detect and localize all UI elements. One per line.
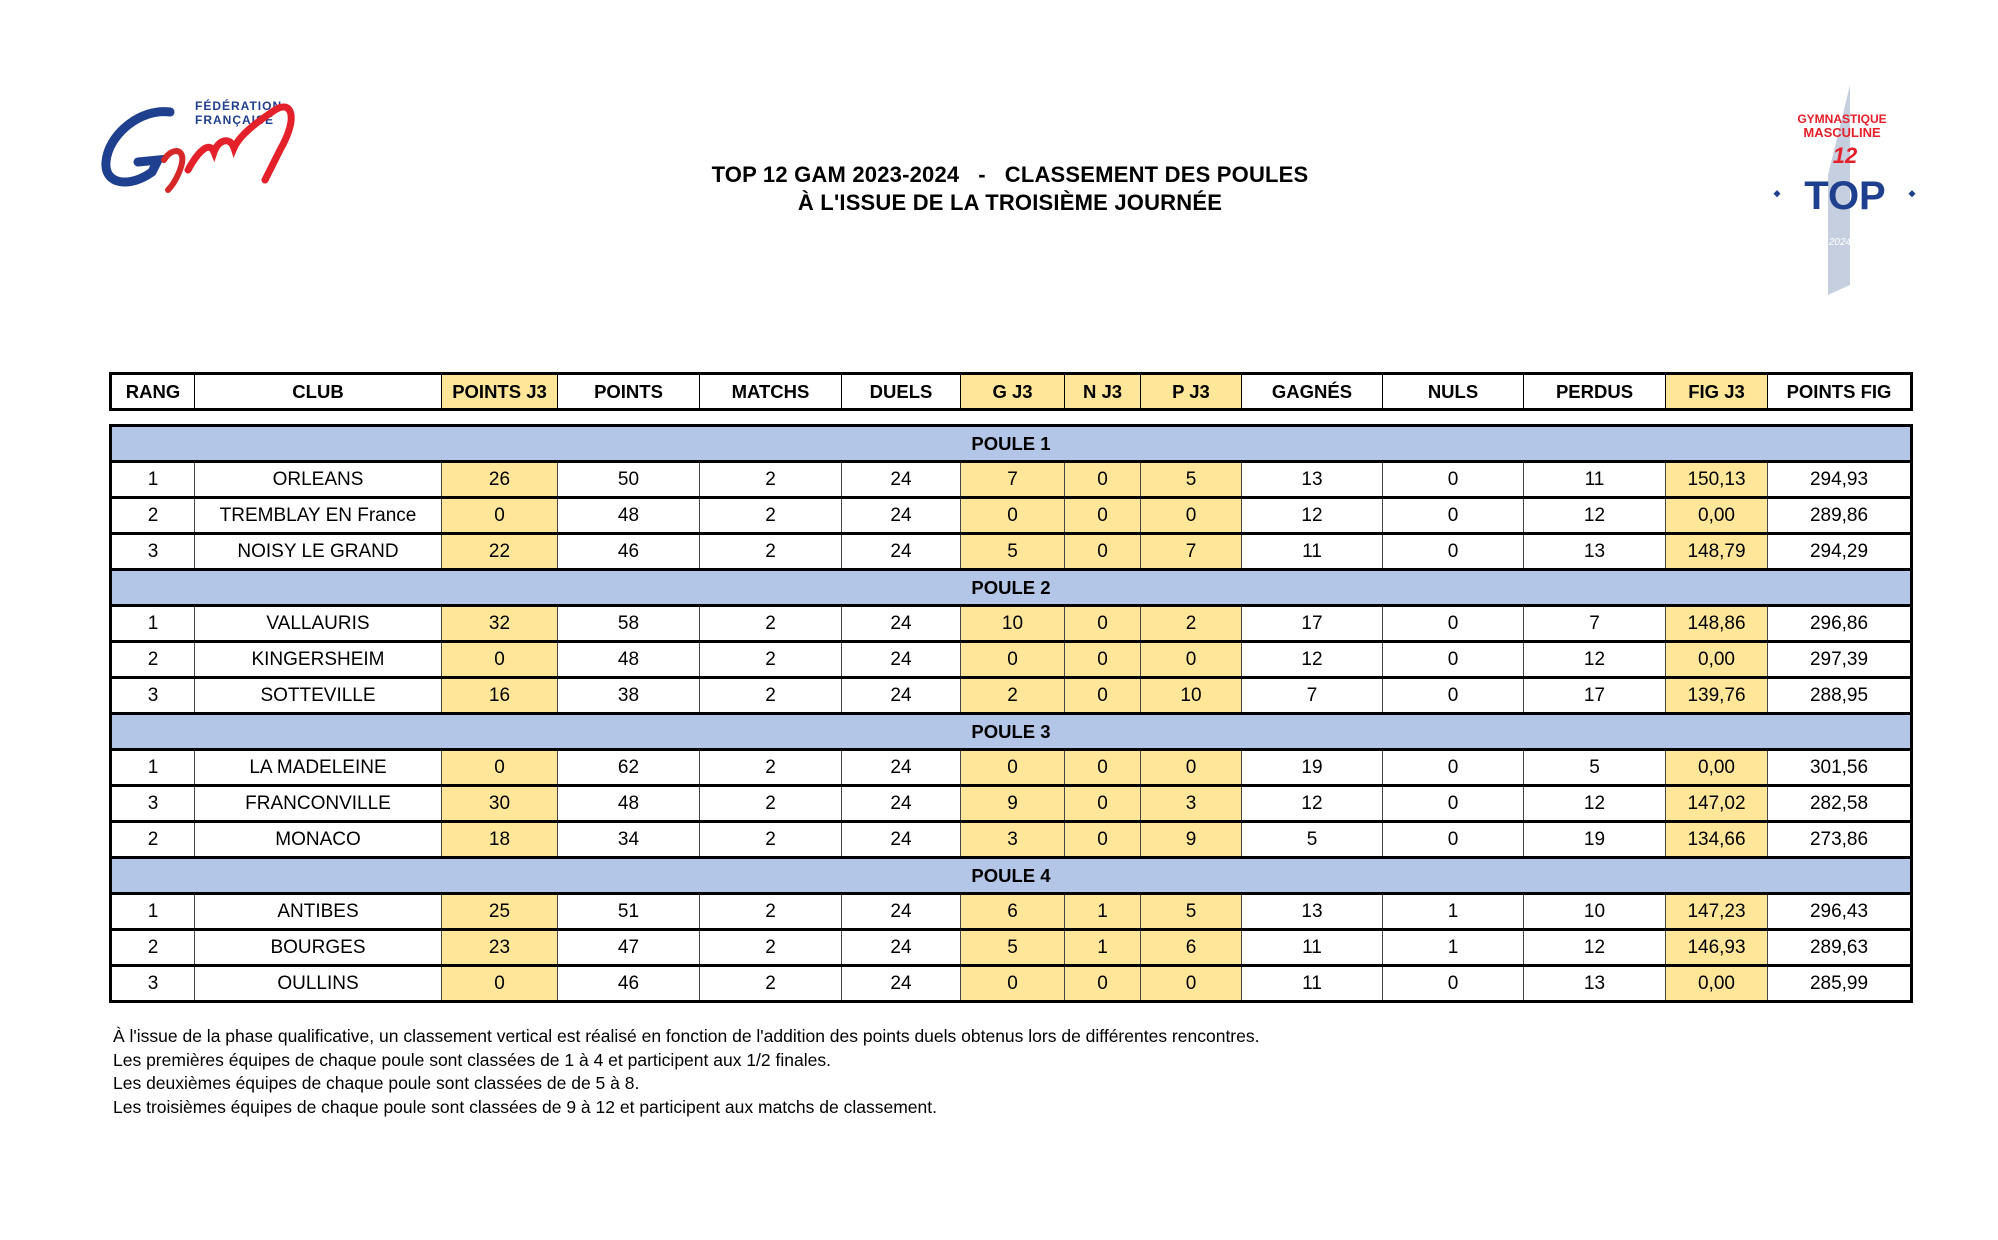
column-header: POINTS — [558, 374, 700, 410]
table-cell: 2 — [111, 930, 195, 966]
poule-label: POULE 3 — [111, 714, 1912, 750]
table-cell: 12 — [1524, 498, 1666, 534]
table-cell: 2 — [700, 606, 842, 642]
table-cell: 24 — [842, 534, 961, 570]
poule-label: POULE 4 — [111, 858, 1912, 894]
table-row — [111, 678, 1912, 714]
table-cell: 7 — [1141, 534, 1242, 570]
note-line: Les premières équipes de chaque poule sont classées de 1 à 4 et participent aux 1/2 finales. — [113, 1049, 831, 1070]
table-cell: 0 — [1383, 678, 1524, 714]
table-cell: 50 — [558, 462, 700, 498]
table-cell: 0 — [1065, 786, 1141, 822]
table-cell: 12 — [1524, 930, 1666, 966]
table-cell: 1 — [1383, 930, 1524, 966]
table-cell: 24 — [842, 678, 961, 714]
column-header: P J3 — [1141, 374, 1242, 410]
table-cell: 10 — [961, 606, 1065, 642]
table-cell: 2 — [700, 894, 842, 930]
club-cell: TREMBLAY EN France — [195, 498, 442, 534]
table-cell: 3 — [111, 678, 195, 714]
table-cell: 3 — [111, 534, 195, 570]
table-cell: 5 — [1242, 822, 1383, 858]
table-cell: 0 — [1065, 678, 1141, 714]
table-cell: 0 — [1065, 606, 1141, 642]
table-cell: 285,99 — [1768, 966, 1912, 1002]
table-cell: 12 — [1242, 786, 1383, 822]
table-cell: 3 — [111, 786, 195, 822]
table-cell: 2 — [111, 498, 195, 534]
table-cell: 11 — [1242, 930, 1383, 966]
logo-masculine-text: MASCULINE — [1803, 125, 1881, 140]
column-header: PERDUS — [1524, 374, 1666, 410]
table-cell: 24 — [842, 894, 961, 930]
table-cell: 2 — [700, 750, 842, 786]
table-cell: 2 — [700, 966, 842, 1002]
club-cell: VALLAURIS — [195, 606, 442, 642]
table-row — [111, 786, 1912, 822]
table-cell: 38 — [558, 678, 700, 714]
table-cell: 2 — [700, 678, 842, 714]
table-cell: 294,93 — [1768, 462, 1912, 498]
table-cell: 2 — [700, 930, 842, 966]
table-cell: 5 — [1141, 894, 1242, 930]
table-cell: 273,86 — [1768, 822, 1912, 858]
table-cell: 46 — [558, 534, 700, 570]
table-cell: 296,43 — [1768, 894, 1912, 930]
table-cell: 0 — [442, 966, 558, 1002]
header-row — [111, 374, 1912, 410]
table-cell: 0 — [1065, 822, 1141, 858]
table-cell: 16 — [442, 678, 558, 714]
table-cell: 5 — [961, 930, 1065, 966]
table-cell: 3 — [111, 966, 195, 1002]
table-cell: 0 — [1383, 606, 1524, 642]
table-cell: 24 — [842, 786, 961, 822]
table-cell: 2 — [111, 642, 195, 678]
table-cell: 1 — [1383, 894, 1524, 930]
table-row — [111, 894, 1912, 930]
table-cell: 0,00 — [1666, 642, 1768, 678]
table-cell: 0 — [1065, 642, 1141, 678]
table-cell: 7 — [1524, 606, 1666, 642]
table-cell: 2 — [1141, 606, 1242, 642]
table-row — [111, 462, 1912, 498]
table-cell: 24 — [842, 966, 961, 1002]
table-cell: 0 — [1383, 498, 1524, 534]
diamond-icon — [1773, 190, 1780, 197]
column-header: DUELS — [842, 374, 961, 410]
column-header: RANG — [111, 374, 195, 410]
note-line: Les troisièmes équipes de chaque poule sont classées de 9 à 12 et participent aux matchs de classement. — [113, 1096, 937, 1117]
table-row — [111, 642, 1912, 678]
table-cell: 13 — [1524, 534, 1666, 570]
table-cell: 1 — [111, 894, 195, 930]
note-line: Les deuxièmes équipes de chaque poule sont classées de de 5 à 8. — [113, 1073, 640, 1093]
table-cell: 46 — [558, 966, 700, 1002]
column-header: MATCHS — [700, 374, 842, 410]
table-cell: 12 — [1242, 498, 1383, 534]
table-cell: 24 — [842, 462, 961, 498]
table-cell: 19 — [1242, 750, 1383, 786]
gym-y-stroke-icon — [164, 151, 182, 190]
table-cell: 1 — [1065, 930, 1141, 966]
ffgym-logo — [100, 90, 340, 210]
table-cell: 282,58 — [1768, 786, 1912, 822]
table-cell: 3 — [961, 822, 1065, 858]
table-cell: 13 — [1242, 462, 1383, 498]
table-cell: 134,66 — [1666, 822, 1768, 858]
table-cell: 1 — [111, 750, 195, 786]
club-cell: KINGERSHEIM — [195, 642, 442, 678]
club-cell: ANTIBES — [195, 894, 442, 930]
column-header: N J3 — [1065, 374, 1141, 410]
table-cell: 1 — [111, 606, 195, 642]
table-cell: 12 — [1524, 642, 1666, 678]
club-cell: NOISY LE GRAND — [195, 534, 442, 570]
table-cell: 9 — [961, 786, 1065, 822]
table-cell: 13 — [1242, 894, 1383, 930]
table-cell: 48 — [558, 786, 700, 822]
poule-label: POULE 1 — [111, 426, 1912, 462]
page-subtitle: À L'ISSUE DE LA TROISIÈME JOURNÉE — [797, 190, 1223, 215]
table-cell: 10 — [1524, 894, 1666, 930]
table-row — [111, 750, 1912, 786]
table-cell: 147,02 — [1666, 786, 1768, 822]
table-cell: 3 — [1141, 786, 1242, 822]
table-cell: 294,29 — [1768, 534, 1912, 570]
table-cell: 0,00 — [1666, 966, 1768, 1002]
table-cell: 51 — [558, 894, 700, 930]
table-cell: 296,86 — [1768, 606, 1912, 642]
table-row — [111, 930, 1912, 966]
table-cell: 26 — [442, 462, 558, 498]
column-header: POINTS FIG — [1768, 374, 1912, 410]
club-cell: SOTTEVILLE — [195, 678, 442, 714]
poule-band — [111, 426, 1912, 462]
table-cell: 2 — [700, 534, 842, 570]
table-cell: 0 — [961, 498, 1065, 534]
table-cell: 2 — [111, 822, 195, 858]
table-cell: 0 — [1383, 822, 1524, 858]
table-cell: 0 — [1383, 786, 1524, 822]
table-cell: 10 — [1141, 678, 1242, 714]
table-cell: 13 — [1524, 966, 1666, 1002]
poule-band — [111, 714, 1912, 750]
table-cell: 24 — [842, 930, 961, 966]
table-cell: 24 — [842, 498, 961, 534]
table-cell: 5 — [1524, 750, 1666, 786]
table-row — [111, 498, 1912, 534]
gym-g-stroke-icon — [106, 112, 170, 182]
table-cell: 0,00 — [1666, 750, 1768, 786]
column-header: CLUB — [195, 374, 442, 410]
table-cell: 2 — [700, 642, 842, 678]
table-cell: 0 — [1383, 534, 1524, 570]
logo-francaise-text: FRANÇAISE — [195, 113, 275, 127]
table-cell: 0 — [1141, 498, 1242, 534]
table-cell: 12 — [1242, 642, 1383, 678]
logo-top-text: TOP — [1804, 174, 1886, 218]
table-cell: 150,13 — [1666, 462, 1768, 498]
table-cell: 301,56 — [1768, 750, 1912, 786]
table-cell: 0 — [1065, 462, 1141, 498]
table-cell: 0 — [1065, 498, 1141, 534]
table-cell: 288,95 — [1768, 678, 1912, 714]
club-cell: MONACO — [195, 822, 442, 858]
table-cell: 297,39 — [1768, 642, 1912, 678]
table-cell: 19 — [1524, 822, 1666, 858]
table-cell: 22 — [442, 534, 558, 570]
table-cell: 0,00 — [1666, 498, 1768, 534]
table-cell: 6 — [961, 894, 1065, 930]
column-header: FIG J3 — [1666, 374, 1768, 410]
table-cell: 48 — [558, 498, 700, 534]
table-cell: 23 — [442, 930, 558, 966]
page-title: TOP 12 GAM 2023-2024 - CLASSEMENT DES POULES — [711, 162, 1309, 187]
table-cell: 25 — [442, 894, 558, 930]
table-cell: 148,86 — [1666, 606, 1768, 642]
table-cell: 0 — [1065, 750, 1141, 786]
table-cell: 24 — [842, 750, 961, 786]
column-header: G J3 — [961, 374, 1065, 410]
club-cell: OULLINS — [195, 966, 442, 1002]
table-cell: 0 — [1141, 642, 1242, 678]
table-cell: 11 — [1242, 966, 1383, 1002]
club-cell: FRANCONVILLE — [195, 786, 442, 822]
table-cell: 9 — [1141, 822, 1242, 858]
table-cell: 5 — [961, 534, 1065, 570]
table-cell: 62 — [558, 750, 700, 786]
table-cell: 0 — [442, 642, 558, 678]
table-row — [111, 966, 1912, 1002]
table-cell: 24 — [842, 642, 961, 678]
table-row — [111, 534, 1912, 570]
logo-year-text: 2024 — [1828, 237, 1852, 248]
poule-band — [111, 858, 1912, 894]
table-cell: 2 — [961, 678, 1065, 714]
diamond-icon — [1908, 190, 1915, 197]
table-cell: 1 — [111, 462, 195, 498]
table-cell: 6 — [1141, 930, 1242, 966]
table-cell: 2 — [700, 498, 842, 534]
table-cell: 289,63 — [1768, 930, 1912, 966]
table-cell: 2 — [700, 786, 842, 822]
table-cell: 58 — [558, 606, 700, 642]
table-cell: 0 — [1383, 642, 1524, 678]
table-cell: 0 — [1141, 966, 1242, 1002]
table-cell: 5 — [1141, 462, 1242, 498]
table-cell: 48 — [558, 642, 700, 678]
table-cell: 0 — [1065, 966, 1141, 1002]
table-cell: 0 — [961, 642, 1065, 678]
table-cell: 0 — [1141, 750, 1242, 786]
logo-gymnastique-text: GYMNASTIQUE — [1797, 112, 1887, 126]
table-cell: 0 — [961, 750, 1065, 786]
table-row — [111, 606, 1912, 642]
table-cell: 0 — [1383, 750, 1524, 786]
table-cell: 1 — [1065, 894, 1141, 930]
club-cell: LA MADELEINE — [195, 750, 442, 786]
poule-band — [111, 570, 1912, 606]
table-cell: 2 — [700, 462, 842, 498]
column-header: NULS — [1383, 374, 1524, 410]
table-cell: 289,86 — [1768, 498, 1912, 534]
club-cell: ORLEANS — [195, 462, 442, 498]
table-cell: 139,76 — [1666, 678, 1768, 714]
top12-logo — [1770, 85, 1920, 295]
table-cell: 7 — [961, 462, 1065, 498]
header-table — [109, 372, 1913, 411]
table-cell: 0 — [1065, 534, 1141, 570]
table-cell: 30 — [442, 786, 558, 822]
table-cell: 24 — [842, 606, 961, 642]
logo-federation-text: FÉDÉRATION — [195, 99, 283, 113]
table-cell: 146,93 — [1666, 930, 1768, 966]
table-cell: 11 — [1524, 462, 1666, 498]
table-cell: 17 — [1524, 678, 1666, 714]
table-row — [111, 822, 1912, 858]
table-cell: 12 — [1524, 786, 1666, 822]
table-cell: 7 — [1242, 678, 1383, 714]
notes — [113, 1025, 1259, 1119]
table-cell: 34 — [558, 822, 700, 858]
standings-table — [109, 424, 1913, 1003]
poule-label: POULE 2 — [111, 570, 1912, 606]
column-header: GAGNÉS — [1242, 374, 1383, 410]
table-cell: 11 — [1242, 534, 1383, 570]
table-cell: 17 — [1242, 606, 1383, 642]
note-line: À l'issue de la phase qualificative, un classement vertical est réalisé en fonction de l'addition des points duels obtenus lors de différentes rencontres. — [113, 1026, 1260, 1046]
column-header: POINTS J3 — [442, 374, 558, 410]
table-cell: 24 — [842, 822, 961, 858]
table-cell: 147,23 — [1666, 894, 1768, 930]
club-cell: BOURGES — [195, 930, 442, 966]
table-cell: 148,79 — [1666, 534, 1768, 570]
table-cell: 0 — [442, 498, 558, 534]
table-cell: 0 — [442, 750, 558, 786]
table-cell: 32 — [442, 606, 558, 642]
table-cell: 0 — [1383, 462, 1524, 498]
table-cell: 0 — [1383, 966, 1524, 1002]
table-cell: 47 — [558, 930, 700, 966]
logo-12-text: 12 — [1832, 143, 1858, 168]
table-cell: 18 — [442, 822, 558, 858]
table-cell: 2 — [700, 822, 842, 858]
table-cell: 0 — [961, 966, 1065, 1002]
